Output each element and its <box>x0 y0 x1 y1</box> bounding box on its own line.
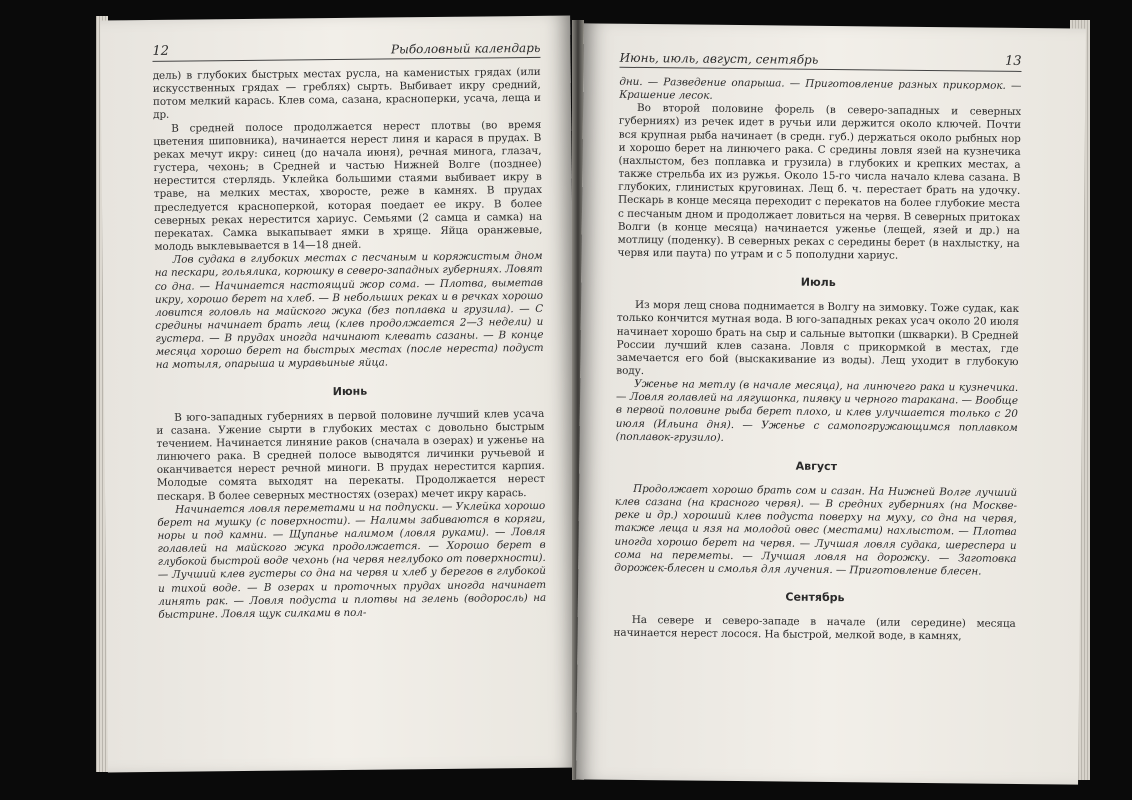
paragraph: Во второй половине форель (в северо-западных и северных губерниях) из речек идет в ручьи или держится около ключей. Почти вся крупная рыба начинает (в средн. губ.) держаться около рыбных нор и хорошо берет на линючего рака. С средины ловля язей на кузнечика (нахлыстом, без поплавка и грузила) в глубоких и крепких местах, а также стрельба их из ружья. Около 15-го числа начало клева сазана. В глубоких, глинистых круговинах. Лещ б. ч. перестает брать на удочку. Пескарь в конце месяца переходит с перекатов на более глубокие места с песчаным дном и продолжает ловиться на червя. В северных притоках Волги (в конце месяца) начинается уженье (лещей, язей и др.) на мотлицу (поденку). В северных реках с середины берет (в нахлыстку, на червя или паута) по утрам и с 5 пополудни хариус. <box>617 102 1022 262</box>
paragraph: Лов судака в глубоких местах с песчаным и коряжистым дном на пескари, гольялика, корюшку в северо-западных губерниях. Ловят со дна. — Начинается настоящий жор сома. — Плотва, выметав икру, хорошо берет на хлеб. — В небольших реках и в речках хорошо ловится головль на майского жука (без поплавка и грузила). — С средины начинает брать лещ (клев продолжается 2—3 недели) и густера. — В прудах иногда начинают клевать сазаны. — В конце месяца хорошо берет на быстрых местах (после нереста) подуст на мотыля, опарыша и муравьиные яйца. <box>154 250 544 372</box>
left-running-head <box>152 40 540 62</box>
paragraph: Начинается ловля переметами и на подпуски. — Уклейка хорошо берет на мушку (с поверхности). — Налимы забиваются в коряги, норы и под камни. — Щупанье налимом (ловля руками). — Ловля голавлей на майского жука продолжается. — Хорошо берет в глубокой быстрой воде чехонь (на червя неглубоко от поверхности). — Лучший клев густеры со дна на червя и хлеб у берегов в глубокой и тихой воде. — В озерах и проточных прудах иногда начинает линять рак. — Ловля подуста и плотвы на зелень (водоросль) на быстрине. Ловля щук силками в пол- <box>157 499 547 621</box>
paragraph: Продолжает хорошо брать сом и сазан. На Нижней Волге лучший клев сазана (на красного червя). — В средних губерниях (на Москве-реке и др.) хороший клев подуста поверху на муху, со дна на червя, также леща и язя на молодой овес (местами) нахлыстом. — Плотва иногда хорошо берет на червя. — Лучшая ловля судака, шереспера и сома на переметы. — Лучшая ловля на дорожку. — Заготовка дорожек-блесен и смолья для лучения. — Приготовление блесен. <box>614 482 1018 578</box>
paragraph: дни. — Разведение опарыша. — Приготовление разных прикормок. — Крашение лесок. <box>619 75 1022 102</box>
right-page <box>576 23 1086 784</box>
paragraph: Уженье на метлу (в начале месяца), на линючего рака и кузнечика. — Ловля голавлей на лягушонка, пиявку и черного таракана. — Вообще в первой половине рыба берет плохо, и клев улучшается только с 20 июля (Ильина дня). — Уженье с самопогружающимся поплавком (поплавок-грузило). <box>615 378 1019 444</box>
section-title-september: Сентябрь <box>785 590 845 605</box>
left-page <box>100 16 578 773</box>
paragraph: В юго-западных губерниях в первой половине лучший клев усача и сазана. Ужение сырти в глубоких местах с довольно быстрым течением. Начинается линяние раков (сначала в озерах) и уженье на линючего рака. В средней полосе выводятся личинки ручьевой и оканчивается нерест речной миноги. В прудах нерестится карпия. Молодые сомята выходят на перекаты. Продолжается нерест пескаря. В более северных местностях (озерах) мечет икру карась. <box>156 407 545 503</box>
right-running-title: Июнь, июль, август, сентябрь <box>619 50 819 67</box>
section-title-july: Июль <box>800 275 836 290</box>
paragraph: дель) в глубоких быстрых местах русла, на каменистых грядах (или искусственных грядах — греблях) сырть. Выбивает икру средний, потом мелкий карась. Клев сома, сазана, красноперки, усача, леща и др. <box>152 65 541 122</box>
left-running-title: Рыболовный календарь <box>390 40 541 57</box>
left-page-number: 12 <box>152 43 170 59</box>
paragraph: На севере и северо-западе в начале (или середине) месяца начинается нерест лосося. На быстрой, мелкой воде, в камнях, <box>613 613 1016 643</box>
section-title-june: Июнь <box>332 384 368 398</box>
right-page-number: 13 <box>1004 53 1022 69</box>
paragraph: В средней полосе продолжается нерест плотвы (во время цветения шиповника), начинается нерест линя и карася в прудах. В реках мечут икру: синец (до начала июня), речная минога, глазач, густера, чехонь; в Средней и частью Нижней Волге (позднее) нерестится стерлядь. Уклейка большими стаями выбивает икру в траве, на мелких местах, хворосте, реже в камнях. В прудах преследуется красноперкой, которая поедает ее икру. В более северных реках нерестится хариус. Семьями (2 самца и самка) на перекатах. Самка выкапывает ямки в хряще. Яйца оранжевые, молодь выклевывается в 14—18 дней. <box>153 118 543 253</box>
right-running-head <box>620 50 1022 72</box>
paragraph: Из моря лещ снова поднимается в Волгу на зимовку. Тоже судак, как только кончится мутная вода. В юго-западных реках усач около 20 июля начинает хорошо брать на сыр и сальные вытопки (шкварки). В Средней России лучший клев сазана. Ловля с прикормкой в местах, где замечается его бой (выскакивание из воды). Лещ уходит в глубокую воду. <box>616 299 1020 378</box>
section-title-august: Август <box>795 459 838 473</box>
